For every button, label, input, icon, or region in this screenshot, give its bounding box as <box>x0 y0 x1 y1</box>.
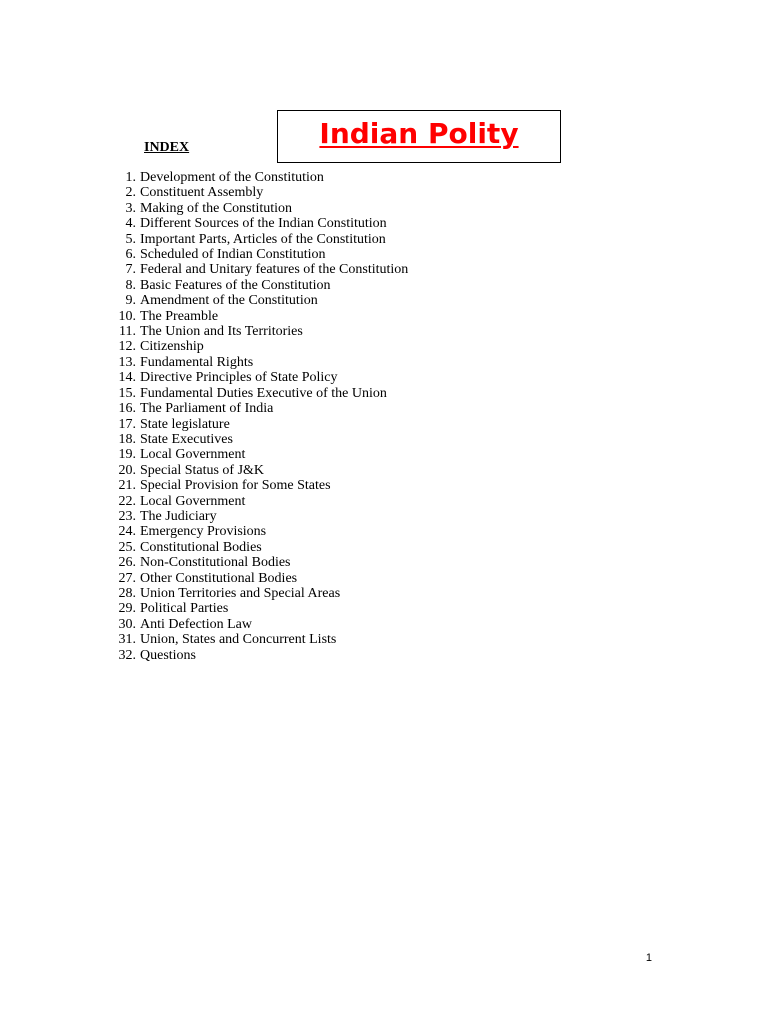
toc-item <box>100 586 408 601</box>
toc-item-label: The Preamble <box>140 308 219 324</box>
toc-item <box>100 494 408 509</box>
toc-item-label: Fundamental Rights <box>140 354 254 370</box>
toc-item-number: 26. <box>118 555 136 571</box>
toc-item <box>100 478 408 493</box>
toc-item <box>100 571 408 586</box>
toc-item <box>100 447 408 462</box>
toc-item-label: Local Government <box>140 447 246 463</box>
toc-item-label: Special Provision for Some States <box>140 478 331 494</box>
toc-item-number: 21. <box>118 478 136 494</box>
toc-item <box>100 185 408 200</box>
toc-item-label: Making of the Constitution <box>140 200 293 216</box>
toc-item-number: 10. <box>118 308 136 324</box>
toc-item-label: Local Government <box>140 493 246 509</box>
toc-item <box>100 401 408 416</box>
toc-item-number: 12. <box>118 339 136 355</box>
toc-item-label: Union, States and Concurrent Lists <box>140 632 337 648</box>
toc-item-label: Different Sources of the Indian Constitution <box>140 216 387 232</box>
toc-item-number: 5. <box>125 231 136 247</box>
toc-item-number: 2. <box>125 185 136 201</box>
toc-item-label: The Parliament of India <box>140 401 274 417</box>
toc-item-label: State Executives <box>140 431 233 447</box>
toc-item-label: Other Constitutional Bodies <box>140 570 298 586</box>
toc-item <box>100 386 408 401</box>
toc-item <box>100 324 408 339</box>
toc-item-number: 32. <box>118 647 136 663</box>
toc-item <box>100 601 408 616</box>
toc-item-number: 9. <box>125 293 136 309</box>
toc-item-label: The Judiciary <box>140 508 217 524</box>
toc-item-label: Basic Features of the Constitution <box>140 277 331 293</box>
toc-item-number: 8. <box>125 277 136 293</box>
toc-item <box>100 540 408 555</box>
toc-item-number: 3. <box>125 200 136 216</box>
toc-item-number: 25. <box>118 539 136 555</box>
toc-item-label: The Union and Its Territories <box>140 324 303 340</box>
toc-item-label: Scheduled of Indian Constitution <box>140 247 326 263</box>
toc-item <box>100 293 408 308</box>
toc-item <box>100 648 408 663</box>
toc-item-label: Fundamental Duties Executive of the Union <box>140 385 387 401</box>
toc-item-number: 7. <box>125 262 136 278</box>
toc-item-number: 16. <box>118 401 136 417</box>
toc-item <box>100 370 408 385</box>
toc-item-label: Political Parties <box>140 601 229 617</box>
toc-item-number: 1. <box>125 170 136 185</box>
toc-item-label: Constituent Assembly <box>140 185 264 201</box>
toc-item <box>100 247 408 262</box>
toc-item <box>100 417 408 432</box>
toc-item-number: 22. <box>118 493 136 509</box>
toc-item-label: Important Parts, Articles of the Constitution <box>140 231 386 247</box>
toc-item-number: 4. <box>125 216 136 232</box>
page-number: 1 <box>645 952 652 964</box>
toc-item-number: 28. <box>118 585 136 601</box>
toc-item <box>100 509 408 524</box>
toc-item <box>100 216 408 231</box>
toc-item-label: Amendment of the Constitution <box>140 293 318 309</box>
document-title: Indian Polity <box>319 116 519 150</box>
toc-item-label: Federal and Unitary features of the Constitution <box>140 262 409 278</box>
toc-item-label: State legislature <box>140 416 230 432</box>
toc-item-label: Questions <box>140 647 196 663</box>
toc-item-label: Development of the Constitution <box>140 170 324 185</box>
toc-item-number: 27. <box>118 570 136 586</box>
toc-item <box>100 617 408 632</box>
toc-item-number: 29. <box>118 601 136 617</box>
toc-item-number: 24. <box>118 524 136 540</box>
toc-item <box>100 632 408 647</box>
toc-item-number: 14. <box>118 370 136 386</box>
toc-item-number: 17. <box>118 416 136 432</box>
toc-item-number: 20. <box>118 462 136 478</box>
toc-item-number: 30. <box>118 616 136 632</box>
toc-item-label: Special Status of J&K <box>140 462 265 478</box>
toc-item <box>100 201 408 216</box>
toc-item <box>100 232 408 247</box>
toc-item-label: Non-Constitutional Bodies <box>140 555 291 571</box>
toc-item-label: Citizenship <box>140 339 204 355</box>
toc-item <box>100 555 408 570</box>
toc-item <box>100 524 408 539</box>
toc-item-number: 6. <box>125 247 136 263</box>
toc-item <box>100 432 408 447</box>
toc-item-label: Anti Defection Law <box>140 616 252 632</box>
toc-item-number: 15. <box>118 385 136 401</box>
toc-item <box>100 463 408 478</box>
toc-item-label: Union Territories and Special Areas <box>140 585 341 601</box>
toc-item-label: Directive Principles of State Policy <box>140 370 338 386</box>
index-heading: INDEX <box>144 140 190 155</box>
toc-item-number: 11. <box>119 324 136 340</box>
toc-item <box>100 278 408 293</box>
toc-item <box>100 309 408 324</box>
toc-item <box>100 339 408 354</box>
toc-item-label: Constitutional Bodies <box>140 539 262 555</box>
toc-item <box>100 262 408 277</box>
toc-item-number: 18. <box>118 431 136 447</box>
toc-item-number: 13. <box>118 354 136 370</box>
toc-item-number: 23. <box>118 508 136 524</box>
toc-item <box>100 355 408 370</box>
toc-item-number: 19. <box>118 447 136 463</box>
toc-item <box>100 170 408 185</box>
toc-item-label: Emergency Provisions <box>140 524 267 540</box>
title-box <box>277 110 561 163</box>
toc-item-number: 31. <box>118 632 136 648</box>
table-of-contents <box>100 170 408 663</box>
